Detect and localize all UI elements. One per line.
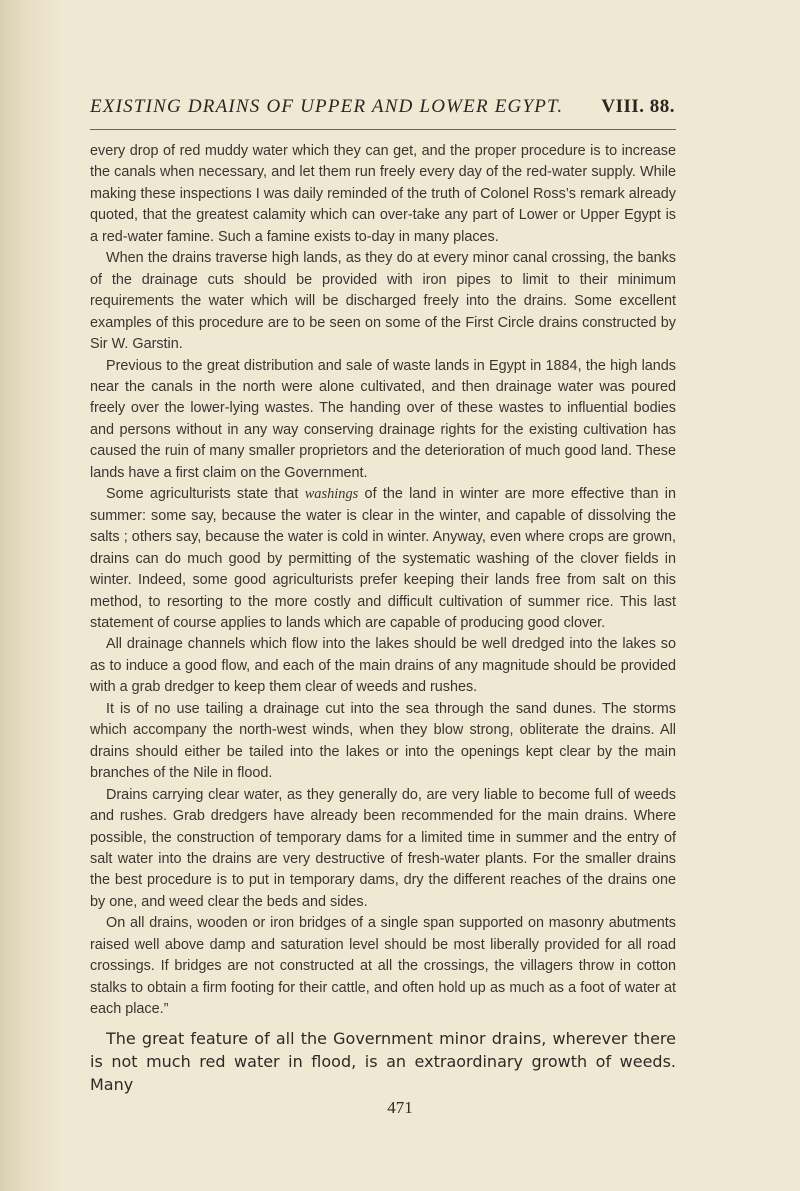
paragraph-lakes: All drainage channels which flow into the lakes should be well dredged into the lakes so as to induce a good flow, and each of the main drains of any magnitude should be provided with a grab dredger to keep them clear of weeds and rushes.: [90, 636, 676, 696]
paragraph-waste-lands: Previous to the great distribution and sale of waste lands in Egypt in 1884, the high lands near the canals in the north were alone cultivated, and then drainage water was poured freely over the lower-lying wastes. The handing over of these wastes to influential bodies and persons without in any way conserving drainage rights for the existing cultivation has caused the ruin of many smaller proprietors and the deterioration of much good land. These lands have a first claim on the Government.: [90, 357, 676, 481]
paragraph-closing: The great feature of all the Government minor drains, wherever there is not much red water in flood, is an extraordinary growth of weeds. Many: [90, 1029, 676, 1094]
washings-text-after: of the land in winter are more effective than in summer: some say, because the water is clear in the winter, and capable of dissolving the salts ; others say, because the water is cold in winter. Anyway, even where crops are grown, drains can do much good by permitting of the systematic washing of the clover fields in winter. Indeed, some good agriculturists prefer keeping their lands free from salt on this method, to resorting to the more costly and difficult cultivation of summer rice. This last statement of course applies to lands which are capable of producing good clover.: [90, 486, 676, 631]
paragraph-washings: [90, 484, 676, 634]
paragraph-red-water: every drop of red muddy water which they can get, and the proper procedure is to increase the canals when necessary, and let them run freely every day of the red-water supply. While making these inspections I was daily reminded of the truth of Colonel Ross’s remark already quoted, that the greatest calamity which can over-take any part of Lower or Upper Egypt is a red-water famine. Such a famine exists to-day in many places.: [90, 143, 676, 245]
paragraph-bridges: On all drains, wooden or iron bridges of a single span supported on masonry abutments raised well above damp and saturation level should be most liberally provided for all road crossings. If bridges are not constructed at all the crossings, the villagers throw in cotton stalks to obtain a firm footing for their cattle, and often hold up as much as a foot of water at each place.”: [90, 915, 676, 1018]
page-number: 471: [387, 1098, 413, 1117]
header-rule: [90, 129, 676, 130]
closing-text: [90, 1027, 676, 1096]
page-edge-shadow: [0, 0, 60, 1191]
header-section-number: VIII. 88.: [601, 96, 675, 117]
paragraph-high-lands: When the drains traverse high lands, as they do at every minor canal crossing, the banks of the drainage cuts should be provided with iron pipes to limit to their minimum requirements the water which will be discharged freely into the drains. Some excellent examples of this procedure are to be seen on some of the First Circle drains constructed by Sir W. Garstin.: [90, 250, 676, 353]
header-title: EXISTING DRAINS OF UPPER AND LOWER EGYPT.: [90, 96, 564, 117]
body-text: [90, 141, 676, 1021]
paragraph-sand-dunes: It is of no use tailing a drainage cut into the sea through the sand dunes. The storms which accompany the north-west winds, when they blow strong, obliterate the drains. All drains should either be tailed into the lakes or into the openings kept clear by the main branches of the Nile in flood.: [90, 700, 676, 782]
washings-text-before: Some agriculturists state that: [106, 486, 305, 503]
running-header: [90, 96, 675, 126]
paragraph-weeds: Drains carrying clear water, as they generally do, are very liable to become full of weeds and rushes. Grab dredgers have already been recommended for the main drains. Where possible, the construction of temporary dams for a limited time in summer and the entry of salt water into the drains are very destructive of fresh-water plants. For the smaller drains the best procedure is to put in temporary dams, dry the different reaches of the drains one by one, and weed clear the beds and sides.: [90, 786, 676, 910]
washings-italic-word: washings: [304, 486, 359, 503]
